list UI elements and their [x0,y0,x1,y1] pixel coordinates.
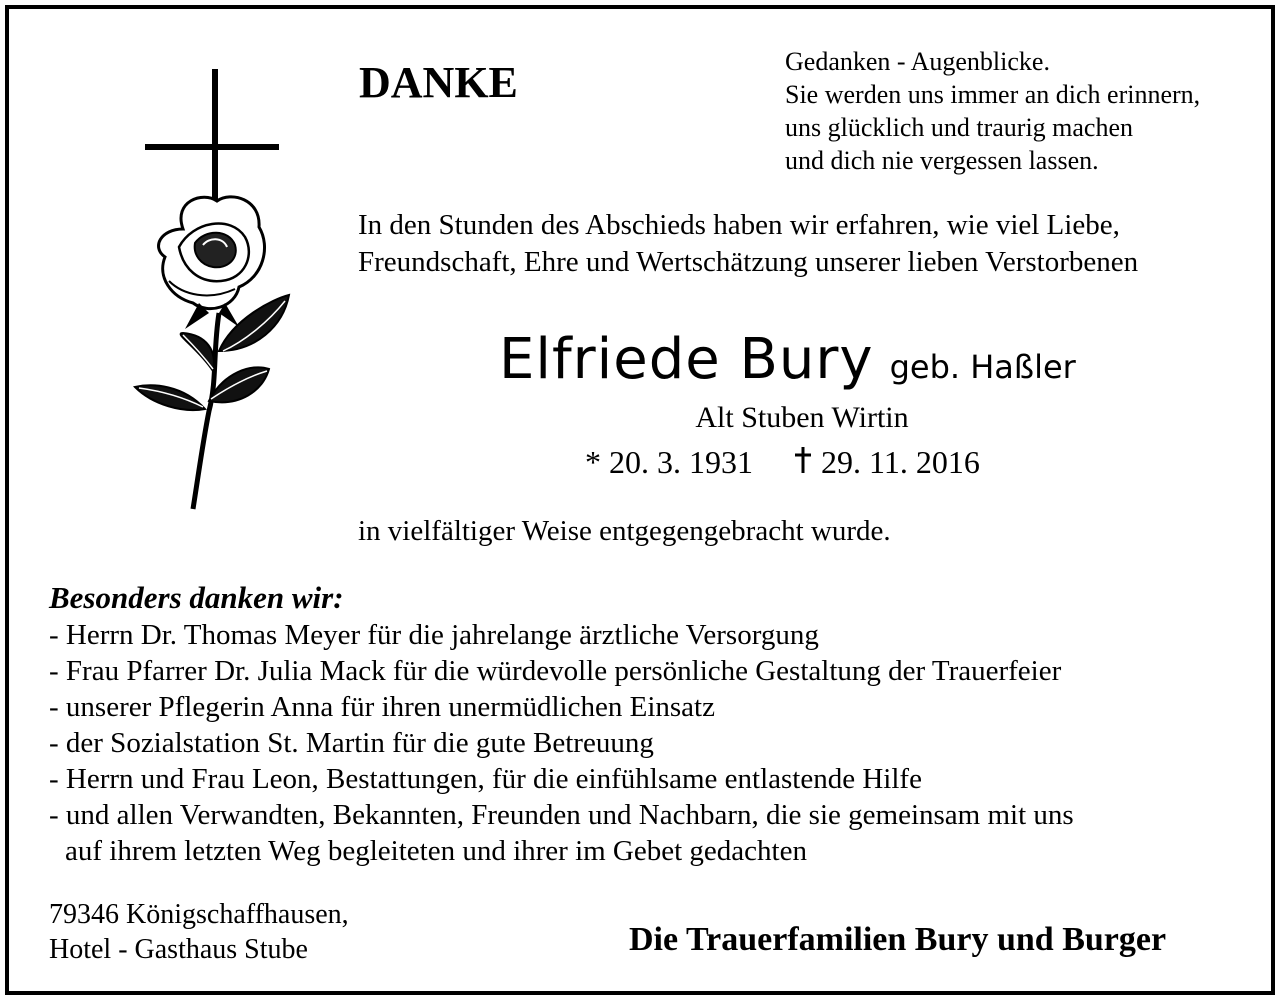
poem-line: Sie werden uns immer an dich erinnern, [785,80,1201,109]
deceased-name: Elfriede Bury [499,327,874,392]
page-title: DANKE [359,58,518,107]
intro-text [358,207,1138,281]
list-item: - Herrn Dr. Thomas Meyer für die jahrelange ärztliche Versorgung [49,619,819,651]
poem-line: uns glücklich und traurig machen [785,113,1134,142]
list-item: - Herrn und Frau Leon, Bestattungen, für die einfühlsame entlastende Hilfe [49,763,922,795]
list-item: - unserer Pflegerin Anna für ihren unermüdlichen Einsatz [49,691,715,723]
poem [785,45,1200,177]
list-item: - der Sozialstation St. Martin für die gute Betreuung [49,727,654,759]
deceased-occupation: Alt Stuben Wirtin [695,401,909,434]
deceased-name-row [499,327,1076,392]
poem-line: Gedanken - Augenblicke. [785,47,1050,76]
closing-text: in vielfältiger Weise entgegengebracht wurde. [358,515,891,547]
intro-line: Freundschaft, Ehre und Wertschätzung unserer lieben Verstorbenen [358,246,1139,278]
thanks-heading: Besonders danken wir: [49,580,344,615]
list-item-continuation: auf ihrem letzten Weg begleiteten und ihrer im Gebet gedachten [65,835,807,867]
cross-icon [793,445,813,475]
list-item: - Frau Pfarrer Dr. Julia Mack für die würdevolle persönliche Gestaltung der Trauerfeier [49,655,1062,687]
cross-with-rose-icon [113,51,313,521]
death-date: 29. 11. 2016 [821,444,980,480]
poem-line: und dich nie vergessen lassen. [785,146,1099,175]
birth-date: * 20. 3. 1931 [585,444,753,480]
address-line: 79346 Königschaffhausen, [49,899,349,930]
obituary-notice [5,5,1275,995]
life-dates [585,444,980,481]
thanks-list [49,617,1074,869]
birth-name: geb. Haßler [889,348,1076,386]
list-item: - und allen Verwandten, Bekannten, Freunden und Nachbarn, die sie gemeinsam mit uns [49,799,1074,831]
address-line: Hotel - Gasthaus Stube [49,934,308,965]
signature: Die Trauerfamilien Bury und Burger [629,921,1167,958]
intro-line: In den Stunden des Abschieds haben wir erfahren, wie viel Liebe, [358,209,1120,241]
address [49,897,349,967]
